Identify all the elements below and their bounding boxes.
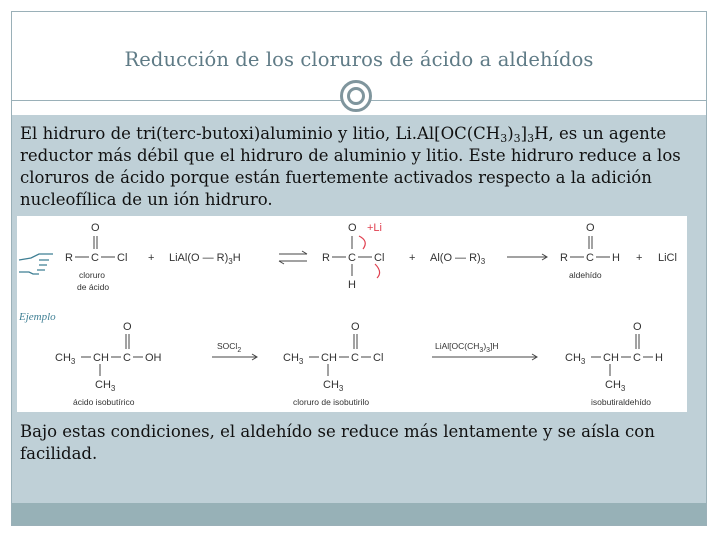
svg-text:O: O — [348, 222, 357, 234]
svg-text:CH: CH — [603, 352, 619, 364]
svg-text:CH: CH — [93, 352, 109, 364]
svg-text:OH: OH — [145, 352, 162, 364]
svg-text:CH3: $CH_3$ — [95, 379, 116, 393]
svg-text:O: O — [633, 321, 642, 333]
svg-text:LiAl[OC(CH3)3]H: $LiAl[OC(CH_3)_3]H$ — [435, 341, 499, 354]
aluminum-alkoxide — [430, 252, 486, 266]
isobutyraldehyde-structure — [565, 321, 663, 407]
hydride-reduction-arrow — [432, 341, 537, 360]
intro-paragraph: El hidruro de tri(terc-butoxi)aluminio y litio, $Li.Al[OC(CH_3)_3]_3H$, es un agente reductor más débil que el hidruro de aluminio y litio. Este hidruro reduce a los cloruros de ácido porque están fuertemente activados respecto a la adición nucleofílica de un ión hidruro. — [20, 124, 681, 209]
example-label: Ejemplo — [19, 311, 56, 323]
reaction-arrow — [507, 254, 547, 260]
circle-ornament-icon — [340, 80, 372, 112]
svg-text:C: C — [586, 252, 594, 264]
svg-text:R: R — [560, 252, 568, 264]
conclusion-paragraph: Bajo estas condiciones, el aldehído se reduce más lentamente y se aísla con facilidad. — [20, 422, 655, 463]
tetrahedral-intermediate — [322, 222, 384, 291]
thionyl-chloride-arrow — [212, 341, 257, 360]
svg-text:de ácido: de ácido — [77, 282, 110, 292]
pointing-hand-icon — [19, 254, 53, 274]
equilibrium-arrow — [279, 251, 307, 264]
svg-text:cloruro de isobutirilo: cloruro de isobutirilo — [293, 397, 370, 407]
svg-text:CH3: $CH_3$ — [55, 352, 76, 366]
svg-text:cloruro: cloruro — [79, 270, 105, 280]
svg-text:+: + — [636, 252, 643, 264]
svg-text:C: C — [633, 352, 641, 364]
svg-text:H: H — [348, 279, 356, 291]
svg-text:O: O — [123, 321, 132, 333]
isobutyric-acid-structure — [55, 321, 162, 407]
svg-text:C: C — [348, 252, 356, 264]
svg-text:CH: CH — [321, 352, 337, 364]
svg-text:+Li: +Li — [367, 222, 382, 234]
svg-text:R: R — [322, 252, 330, 264]
svg-text:O: O — [351, 321, 360, 333]
svg-text:CH3: $CH_3$ — [283, 352, 304, 366]
svg-text:+: + — [148, 252, 155, 264]
svg-text:Cl: Cl — [117, 252, 128, 264]
isobutyryl-chloride-structure — [283, 321, 383, 407]
svg-text:isobutiraldehído: isobutiraldehído — [591, 397, 652, 407]
reaction-scheme-drawing — [17, 216, 687, 412]
svg-text:aldehído: aldehído — [569, 270, 602, 280]
footer-bar — [12, 503, 706, 525]
svg-text:Al(O — R)3: Al(O — $R)_3$ — [430, 252, 486, 266]
svg-text:SOCl2: SOCl$_2$ — [217, 341, 242, 354]
svg-text:H: H — [612, 252, 620, 264]
svg-text:C: C — [351, 352, 359, 364]
svg-text:Cl: Cl — [373, 352, 384, 364]
aldehyde-product — [560, 222, 620, 280]
reaction-scheme — [17, 216, 687, 412]
svg-text:C: C — [123, 352, 131, 364]
svg-text:CH3: $CH_3$ — [605, 379, 626, 393]
svg-text:H: H — [655, 352, 663, 364]
svg-text:O: O — [586, 222, 595, 234]
svg-text:CH3: $CH_3$ — [323, 379, 344, 393]
svg-text:R: R — [65, 252, 73, 264]
svg-text:C: C — [91, 252, 99, 264]
slide-title: Reducción de los cloruros de ácido a aldehídos — [124, 48, 594, 71]
svg-text:LiAl(O — R)3H: LiAl(O — $R)_3H$ — [169, 252, 241, 266]
svg-text:CH3: $CH_3$ — [565, 352, 586, 366]
acyl-chloride-structure — [65, 222, 127, 292]
svg-text:O: O — [91, 222, 100, 234]
svg-text:ácido isobutírico: ácido isobutírico — [73, 397, 135, 407]
licl-byproduct: LiCl — [658, 252, 677, 264]
reducing-reagent — [169, 252, 241, 266]
svg-text:+: + — [409, 252, 416, 264]
svg-text:Cl: Cl — [374, 252, 385, 264]
